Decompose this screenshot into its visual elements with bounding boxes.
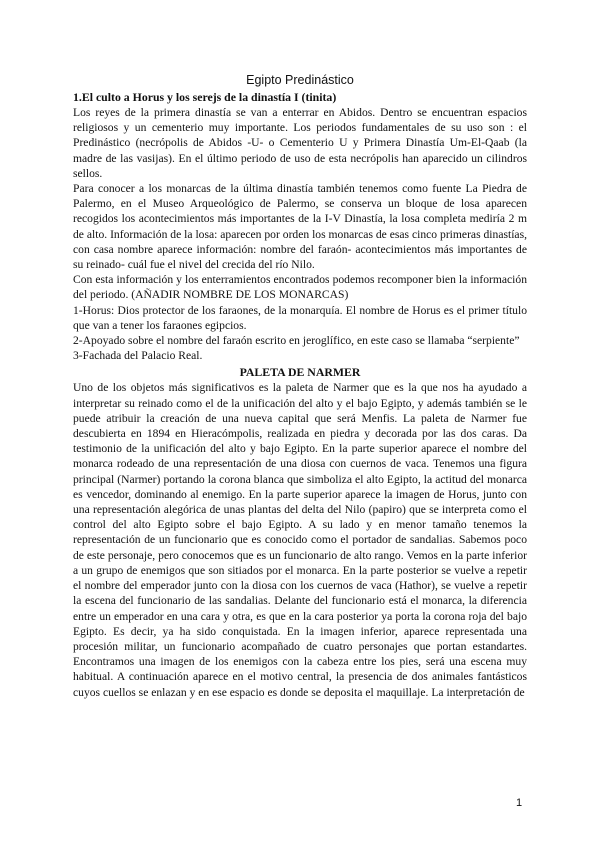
list-item-horus: 1-Horus: Dios protector de los faraones, de la monarquía. El nombre de Horus es el primer título que van a tener los faraones egipcios. xyxy=(73,303,527,332)
paragraph-paleta-narmer: Uno de los objetos más significativos es la paleta de Narmer que es la que nos ha ayudado a interpretar su reinado como el de la unificación del alto y el bajo Egipto, y además también se le puede atribuir la creación de una nueva capital que será Menfis. La paleta de Narmer fue descubierta en 1894 en Hieracómpolis, realizada en piedra y decorada por las dos caras. Da testimonio de la unificación del alto y bajo Egipto. En la parte superior aparece el nombre del monarca rodeado de una representación de una diosa con cuernos de vaca. Tenemos una figura principal (Narmer) portando la corona blanca que simboliza el alto Egipto, la actitud del monarca es vencedor, dominando al enemigo. En la parte superior aparece la imagen de Horus, junto con una representación alegórica de unas plantas del delta del Nilo (papiro) que se interpreta como el control del alto Egipto sobre el bajo Egipto. A su lado y en menor tamaño tenemos la representación de un funcionario que es conocido como el portador de sandalias. Sabemos poco de este personaje, pero conocemos que es un funcionario de alto rango. Vemos en la parte inferior a un grupo de enemigos que son sitiados por el monarca. En la parte posterior se vuelve a repetir el nombre del emperador junto con la diosa con los cuernos de vaca (Hathor), se vuelve a repetir la escena del funcionario de las sandalias. Delante del funcionario está el monarca, la diferencia entre un emperador en una cara y otra, es que en la cara posterior ya porta la corona roja del bajo Egipto. Es decir, ya ha sido conquistada. En la imagen inferior, aparece representada una procesión militar, un funcionario acompañado de cuatro personajes que portan estandartes. Encontramos una imagen de los enemigos con la cabeza entre los pies, será una escena muy habitual. A continuación aparece en el motivo central, la presencia de dos animales fantásticos cuyos cuellos se enlazan y en ese espacio es donde se deposita el maquillaje. La interpretación de xyxy=(73,381,527,699)
document-title: Egipto Predinástico xyxy=(246,73,354,87)
list-item-fachada: 3-Fachada del Palacio Real. xyxy=(73,349,203,363)
section-heading-narmer: PALETA DE NARMER xyxy=(239,365,361,380)
page-content xyxy=(73,72,527,700)
paragraph-piedra-palermo: Para conocer a los monarcas de la última dinastía también tenemos como fuente La Piedra de Palermo, en el Museo Arqueológico de Palermo, se conserva un bloque de losa aparecen recogidos los acontecimientos más importantes de la I-V Dinastía, la losa completa mediría 2 m de alto. Información de la losa: aparecen por orden los monarcas de esas cinco primeras dinastías, con casa nombre aparece información: nombre del faraón- acontecimientos más importantes de su reinado- cuál fue el nivel del crecida del río Nilo. xyxy=(73,182,527,272)
paragraph-informacion: Con esta información y los enterramientos encontrados podemos recomponer bien la información del periodo. (AÑADIR NOMBRE DE LOS MONARCAS) xyxy=(73,273,527,302)
page-number: 1 xyxy=(516,797,523,809)
section-heading-horus: 1.El culto a Horus y los serejs de la dinastía I (tinita) xyxy=(73,90,337,104)
paragraph-abidos: Los reyes de la primera dinastía se van a enterrar en Abidos. Dentro se encuentran espacios religiosos y un cementerio muy importante. Los periodos fundamentales de su uso son : el Predinástico (necrópolis de Abidos -U- o Cementerio U y Primera Dinastía Um-El-Qaab (la madre de las vasijas). En el último periodo de uso de esta necrópolis han aparecido un cilindros sellos. xyxy=(73,106,527,180)
list-item-apoyado: 2-Apoyado sobre el nombre del faraón escrito en jeroglífico, en este caso se llamaba “serpiente” xyxy=(73,334,520,348)
